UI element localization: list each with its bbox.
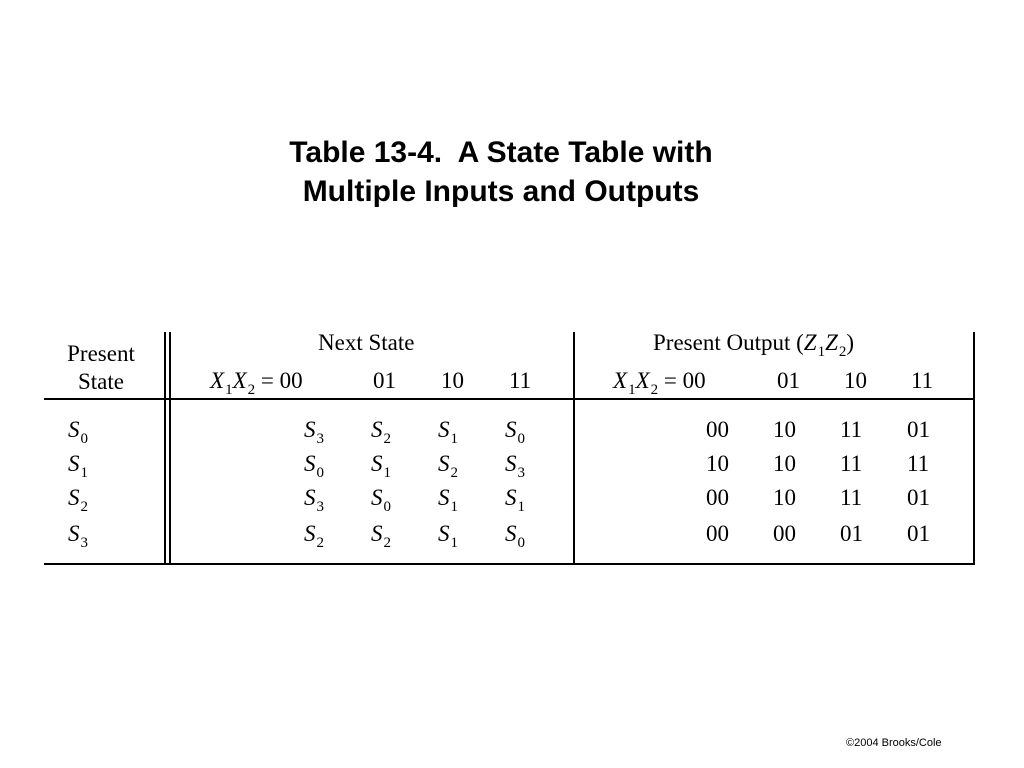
output-cell: 01	[907, 485, 930, 510]
output-input-label: $X_1X_2 = 00$	[613, 368, 706, 398]
output-cell: 11	[840, 485, 863, 510]
output-cell: 00	[706, 485, 729, 510]
output-cell: 10	[773, 485, 796, 510]
z1-var: Z	[803, 330, 817, 355]
next-state-cell: $S_3$	[304, 485, 324, 515]
next-state-cell: $S_3$	[505, 451, 525, 481]
output-cell: 11	[907, 451, 930, 476]
output-cell: 00	[773, 521, 796, 546]
next-state-cell: $S_2$	[371, 417, 391, 447]
present-output-header: Present Output $(Z_1Z_2)$	[653, 330, 855, 360]
next-state-cell: $S_2$	[438, 451, 458, 481]
table-bottom-rule	[44, 563, 975, 565]
output-cell: 01	[907, 417, 930, 442]
present-state-header-line1: Present	[67, 341, 135, 366]
present-state-cell: $S_2$	[68, 485, 88, 515]
present-state-cell: $S_0$	[68, 417, 88, 447]
double-rule-right	[169, 332, 171, 565]
double-rule-left	[164, 332, 166, 565]
next-state-cell: $S_0$	[505, 417, 525, 447]
output-cell: 00	[706, 521, 729, 546]
z2-var: Z	[825, 330, 838, 355]
next-state-cell: $S_1$	[438, 521, 458, 551]
next-state-header: Next State	[318, 330, 415, 355]
title-line-2: Multiple Inputs and Outputs	[302, 175, 700, 208]
title-line-1: Table 13-4. A State Table with	[289, 136, 713, 169]
column-divider	[573, 332, 575, 565]
output-cell: 01	[907, 521, 930, 546]
present-state-header-line2: State	[78, 369, 124, 394]
present-state-cell: $S_1$	[68, 451, 88, 481]
next-state-cell: $S_2$	[371, 521, 391, 551]
next-state-cell: $S_0$	[304, 451, 324, 481]
present-state-header	[46, 340, 156, 396]
next-state-combo-01: 01	[373, 368, 396, 393]
present-state-cell: $S_3$	[68, 521, 88, 551]
next-state-cell: $S_1$	[438, 417, 458, 447]
table-right-border	[973, 332, 975, 565]
next-state-cell: $S_1$	[505, 485, 525, 515]
output-combo-10: 10	[844, 368, 867, 393]
output-cell: 10	[706, 451, 729, 476]
output-cell: 10	[773, 417, 796, 442]
present-output-close: )	[846, 330, 855, 355]
copyright: ©2004 Brooks/Cole	[846, 737, 942, 749]
next-state-cell: $S_0$	[371, 485, 391, 515]
output-combo-11: 11	[911, 368, 934, 393]
table-top-rule	[44, 398, 975, 400]
output-cell: 11	[840, 451, 863, 476]
output-cell: 01	[840, 521, 863, 546]
next-state-input-label: $X_1X_2 = 00$	[210, 368, 303, 398]
next-state-cell: $S_0$	[505, 521, 525, 551]
next-state-combo-10: 10	[441, 368, 464, 393]
next-state-cell: $S_3$	[304, 417, 324, 447]
output-cell: 00	[706, 417, 729, 442]
next-state-cell: $S_1$	[371, 451, 391, 481]
next-state-combo-11: 11	[509, 368, 532, 393]
output-combo-01: 01	[777, 368, 800, 393]
next-state-cell: $S_2$	[304, 521, 324, 551]
output-cell: 11	[840, 417, 863, 442]
present-output-label: Present Output (	[653, 330, 804, 355]
output-cell: 10	[773, 451, 796, 476]
next-state-cell: $S_1$	[438, 485, 458, 515]
